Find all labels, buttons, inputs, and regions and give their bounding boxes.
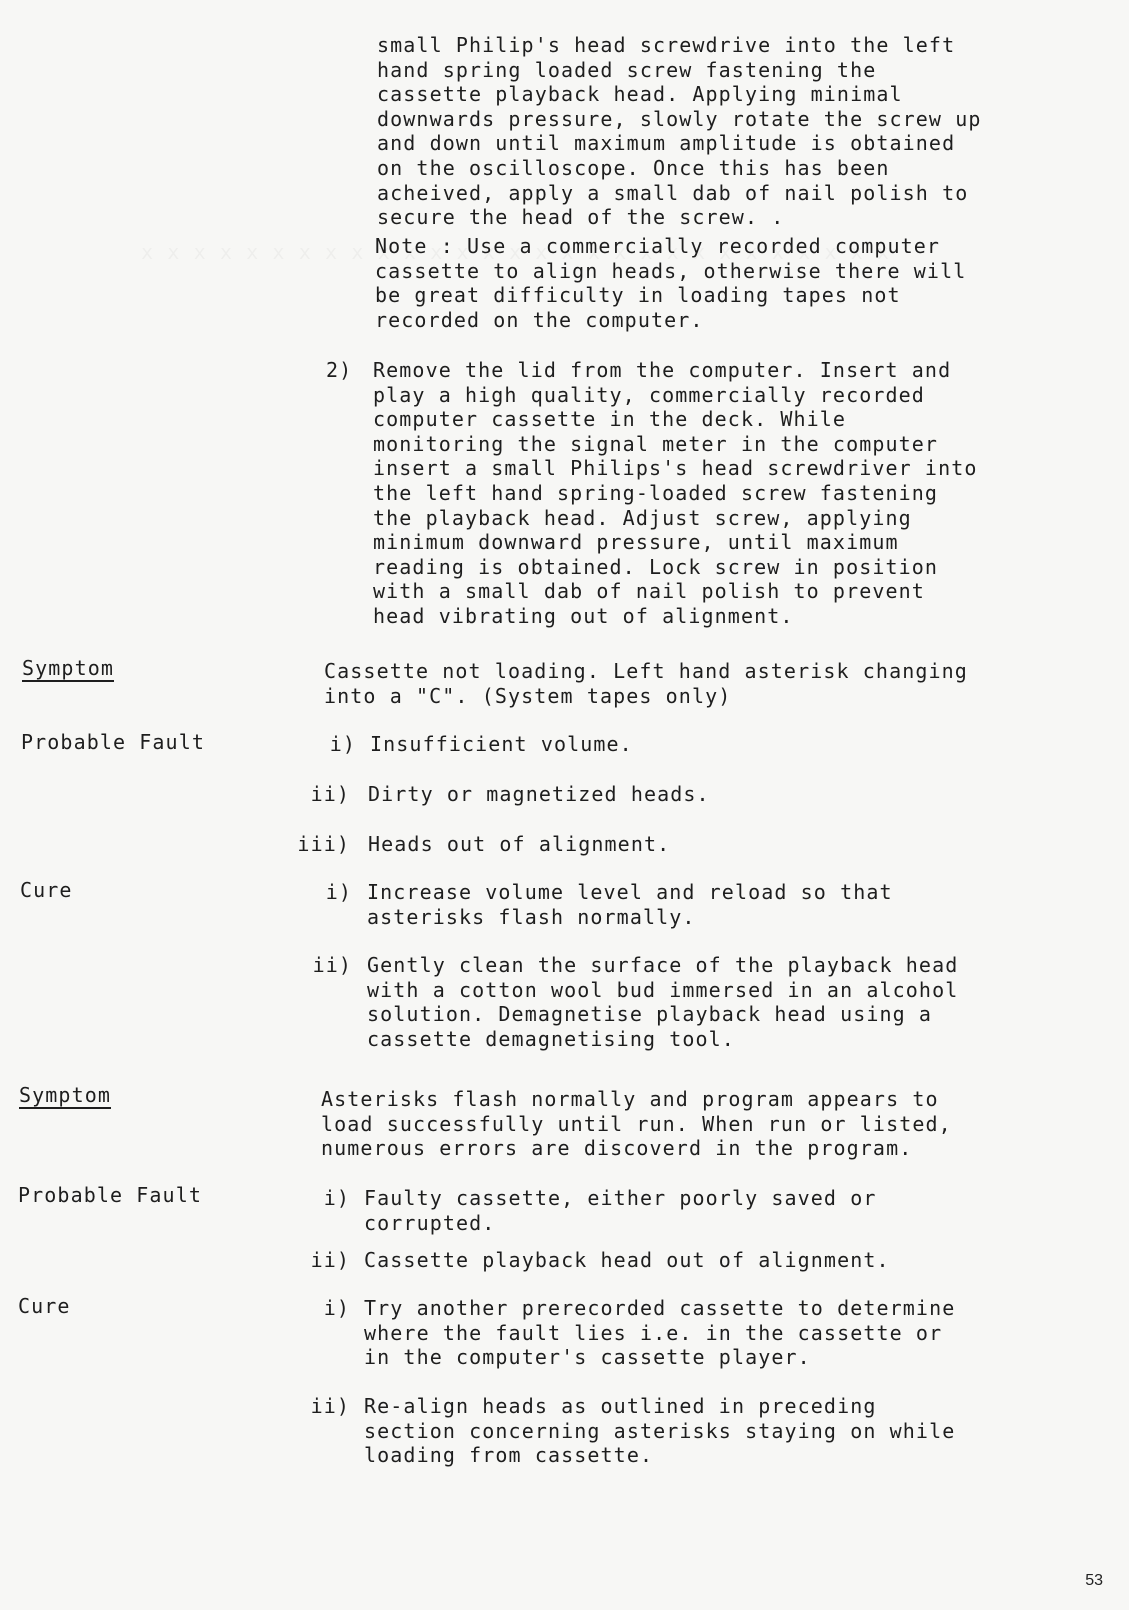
cure-text: Gently clean the surface of the playback head with a cotton wool bud immersed in an alcohol solution. Demagnetise playback head using a cassette demagnetising tool. (367, 953, 959, 1051)
symptom-label: Symptom (19, 1083, 111, 1107)
cure-number: i) (325, 880, 352, 904)
cure-text: Increase volume level and reload so that asterisks flash normally. (367, 880, 893, 929)
symptom-label: Symptom (22, 656, 114, 680)
probable-fault-label: Probable Fault (18, 1183, 202, 1207)
cure-text: Re-align heads as outlined in preceding section concerning asterisks staying on while loading from cassette. (364, 1394, 956, 1468)
fault-text: Heads out of alignment. (368, 832, 671, 856)
step-number: 2) (326, 358, 353, 382)
cure-number: ii) (310, 1394, 350, 1418)
fault-number: i) (323, 1186, 350, 1210)
fault-number: i) (329, 732, 356, 756)
symptom-text: Asterisks flash normally and program appears to load successfully until run. When run or listed, numerous errors are discoverd in the program. (321, 1087, 952, 1161)
fault-text: Dirty or magnetized heads. (368, 782, 710, 806)
cure-text: Try another prerecorded cassette to determine where the fault lies i.e. in the cassette or in the computer's cassette player. (364, 1296, 956, 1370)
cure-label: Cure (18, 1294, 71, 1318)
note-paragraph: Note : Use a commercially recorded computer cassette to align heads, otherwise there will be great difficulty in loading tapes not recorded on the computer. (375, 234, 967, 332)
symptom-text: Cassette not loading. Left hand asterisk changing into a "C". (System tapes only) (324, 659, 968, 708)
cure-number: i) (323, 1296, 350, 1320)
cure-label: Cure (20, 878, 73, 902)
fault-number: ii) (310, 1248, 350, 1272)
step-2-text: Remove the lid from the computer. Insert and play a high quality, commercially recorded computer cassette in the deck. While monitoring the signal meter in the computer insert a small Philips's head screwdriver into the left hand spring-loaded screw fastening the playback head. Adjust screw, applying minimum downward pressure, until maximum reading is obtained. Lock screw in position with a small dab of nail polish to prevent head vibrating out of alignment. (373, 358, 978, 628)
fault-text: Faulty cassette, either poorly saved or corrupted. (364, 1186, 877, 1235)
intro-paragraph: small Philip's head screwdrive into the left hand spring loaded screw fastening the cassette playback head. Applying minimal downwards pressure, slowly rotate the screw up and down until maximum amplitude is obtained on the oscilloscope. Once this has been acheived, apply a small dab of nail polish to secure the head of the screw. . (377, 33, 982, 230)
fault-text: Cassette playback head out of alignment. (364, 1248, 890, 1272)
cure-number: ii) (312, 953, 352, 977)
fault-text: Insufficient volume. (370, 732, 633, 756)
fault-number: ii) (310, 782, 350, 806)
fault-number: iii) (297, 832, 350, 856)
probable-fault-label: Probable Fault (21, 730, 205, 754)
page-number: 53 (1085, 1572, 1103, 1589)
